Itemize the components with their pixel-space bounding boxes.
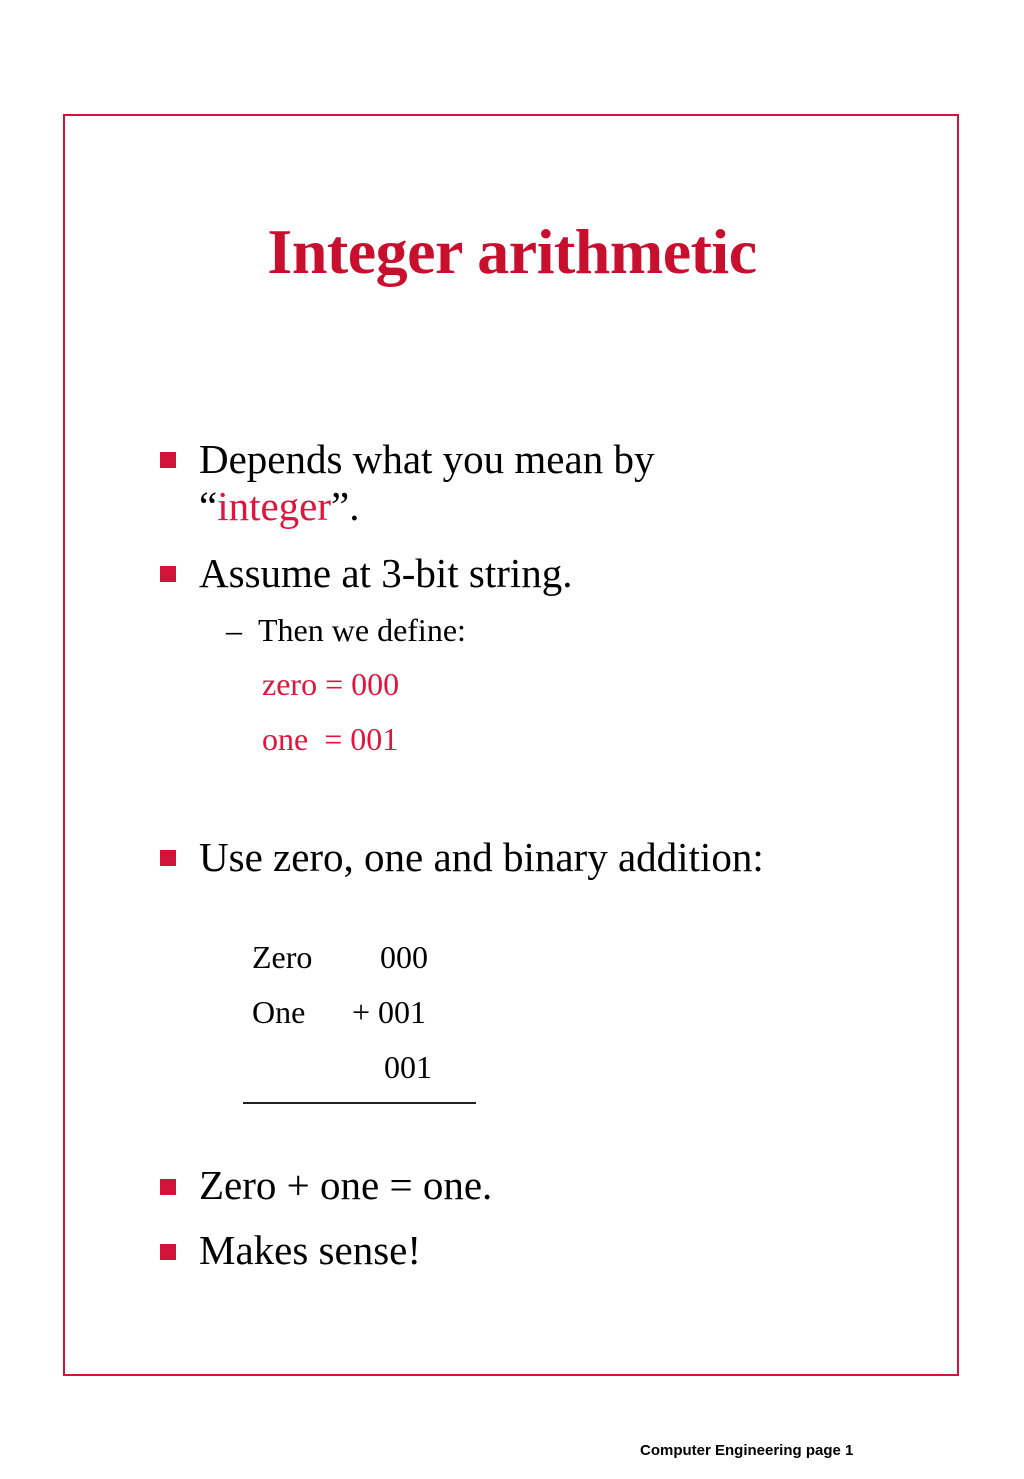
bullet-text-1 (199, 436, 654, 530)
bullet-square-icon (160, 1179, 176, 1195)
slide-title: Integer arithmetic (267, 216, 757, 287)
bullet-square-icon (160, 566, 176, 582)
addition-result: 001 (384, 1049, 432, 1085)
bullet-square-icon (160, 452, 176, 468)
addition-value-zero: 000 (380, 939, 428, 975)
bullet-text-5: Makes sense! (199, 1227, 422, 1273)
slide-frame (63, 114, 959, 1376)
definition-one: one = 001 (262, 721, 399, 757)
bullet-square-icon (160, 850, 176, 866)
highlight-integer: integer (217, 483, 332, 529)
bullet-text-3: Use zero, one and binary addition: (199, 834, 764, 880)
bullet-text-4: Zero + one = one. (199, 1162, 493, 1208)
close-quote: ”. (331, 483, 360, 529)
definition-zero: zero = 000 (262, 666, 400, 702)
sub-bullet-text: Then we define: (258, 612, 466, 648)
dash-icon: – (226, 612, 242, 648)
addition-label-one: One (252, 994, 306, 1030)
addition-value-one: + 001 (352, 994, 427, 1030)
open-quote: “ (199, 483, 218, 529)
footer-page-label: Computer Engineering page 1 (640, 1442, 854, 1459)
sum-rule-line (243, 1102, 476, 1104)
addition-label-zero: Zero (252, 939, 313, 975)
bullet-square-icon (160, 1244, 176, 1260)
bullet-text-2: Assume at 3-bit string. (199, 550, 573, 596)
bullet-1-line1: Depends what you mean by (199, 436, 655, 482)
